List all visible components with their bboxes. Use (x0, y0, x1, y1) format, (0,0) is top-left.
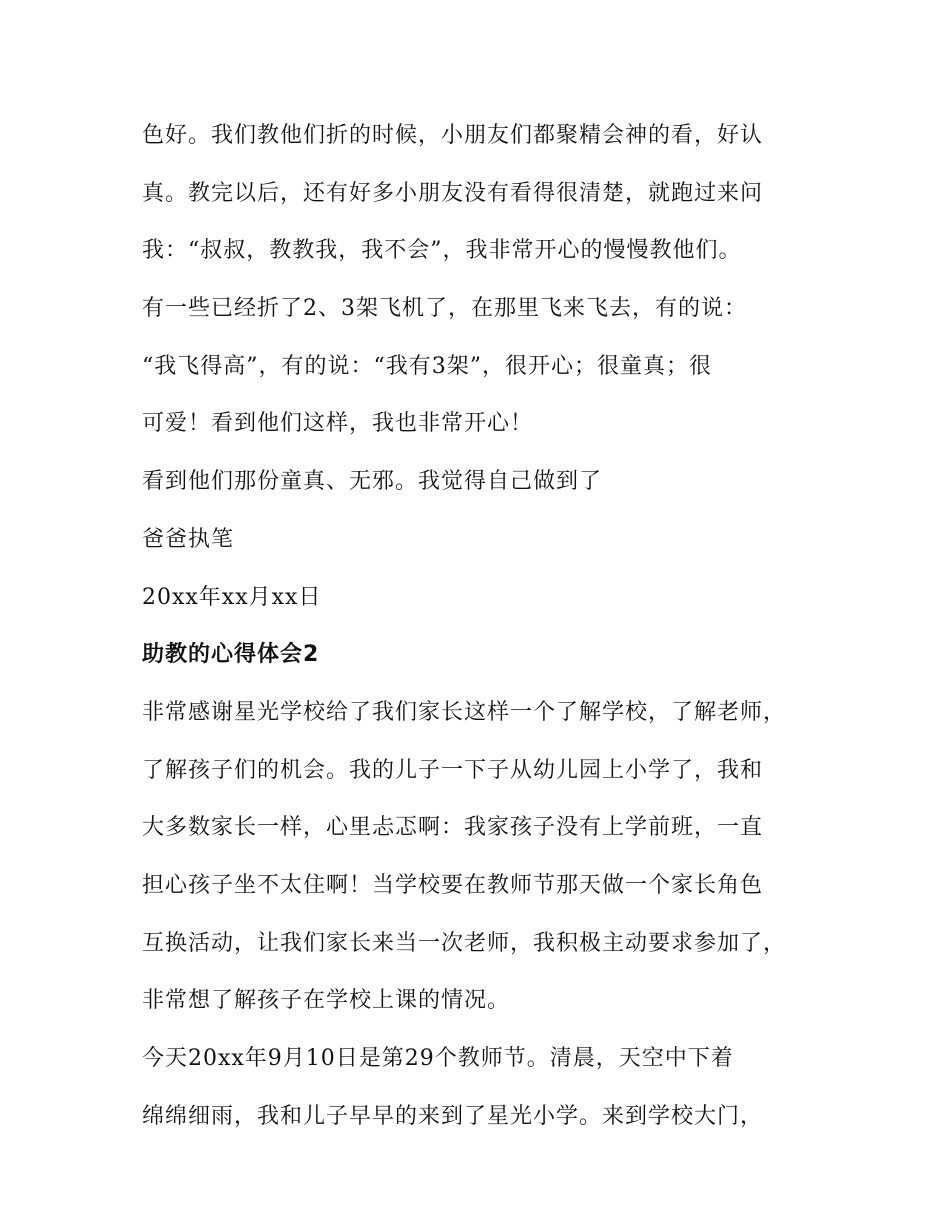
paragraph-line: 非常感谢星光学校给了我们家长这样一个了解学校，了解老师， (142, 699, 787, 725)
paragraph-line: 非常想了解孩子在学校上课的情况。 (142, 988, 511, 1014)
paragraph-line: 看到他们那份童真、无邪。我觉得自己做到了 (142, 469, 603, 495)
section-heading: 助教的心得体会2 (142, 642, 320, 668)
paragraph-line: 大多数家长一样，心里忐忑啊：我家孩子没有上学前班，一直 (142, 815, 764, 841)
paragraph-line: 真。教完以后，还有好多小朋友没有看得很清楚，就跑过来问 (142, 180, 764, 206)
paragraph-line: 有一些已经折了2、3架飞机了，在那里飞来飞去，有的说： (142, 296, 747, 322)
paragraph-line: 今天20xx年9月10日是第29个教师节。清晨，天空中下着 (142, 1046, 734, 1071)
document-body (142, 107, 832, 1145)
paragraph-line: 可爱！看到他们这样，我也非常开心！ (142, 411, 534, 437)
paragraph-line: 色好。我们教他们折的时候，小朋友们都聚精会神的看，好认 (142, 123, 764, 148)
paragraph-line: 了解孩子们的机会。我的儿子一下子从幼儿园上小学了，我和 (142, 757, 764, 783)
date-line: 20xx年xx月xx日 (142, 584, 322, 610)
paragraph-line: 我：“叔叔，教教我，我不会”，我非常开心的慢慢教他们。 (142, 238, 742, 264)
paragraph-line: “我飞得高”，有的说：“我有3架”，很开心；很童真；很 (142, 353, 712, 379)
signature-line: 爸爸执笔 (142, 526, 235, 552)
paragraph-line: 绵绵细雨，我和儿子早早的来到了星光小学。来到学校大门， (142, 1103, 764, 1129)
paragraph-line: 担心孩子坐不太住啊！当学校要在教师节那天做一个家长角色 (142, 872, 764, 898)
paragraph-line: 互换活动，让我们家长来当一次老师，我积极主动要求参加了， (142, 930, 787, 956)
